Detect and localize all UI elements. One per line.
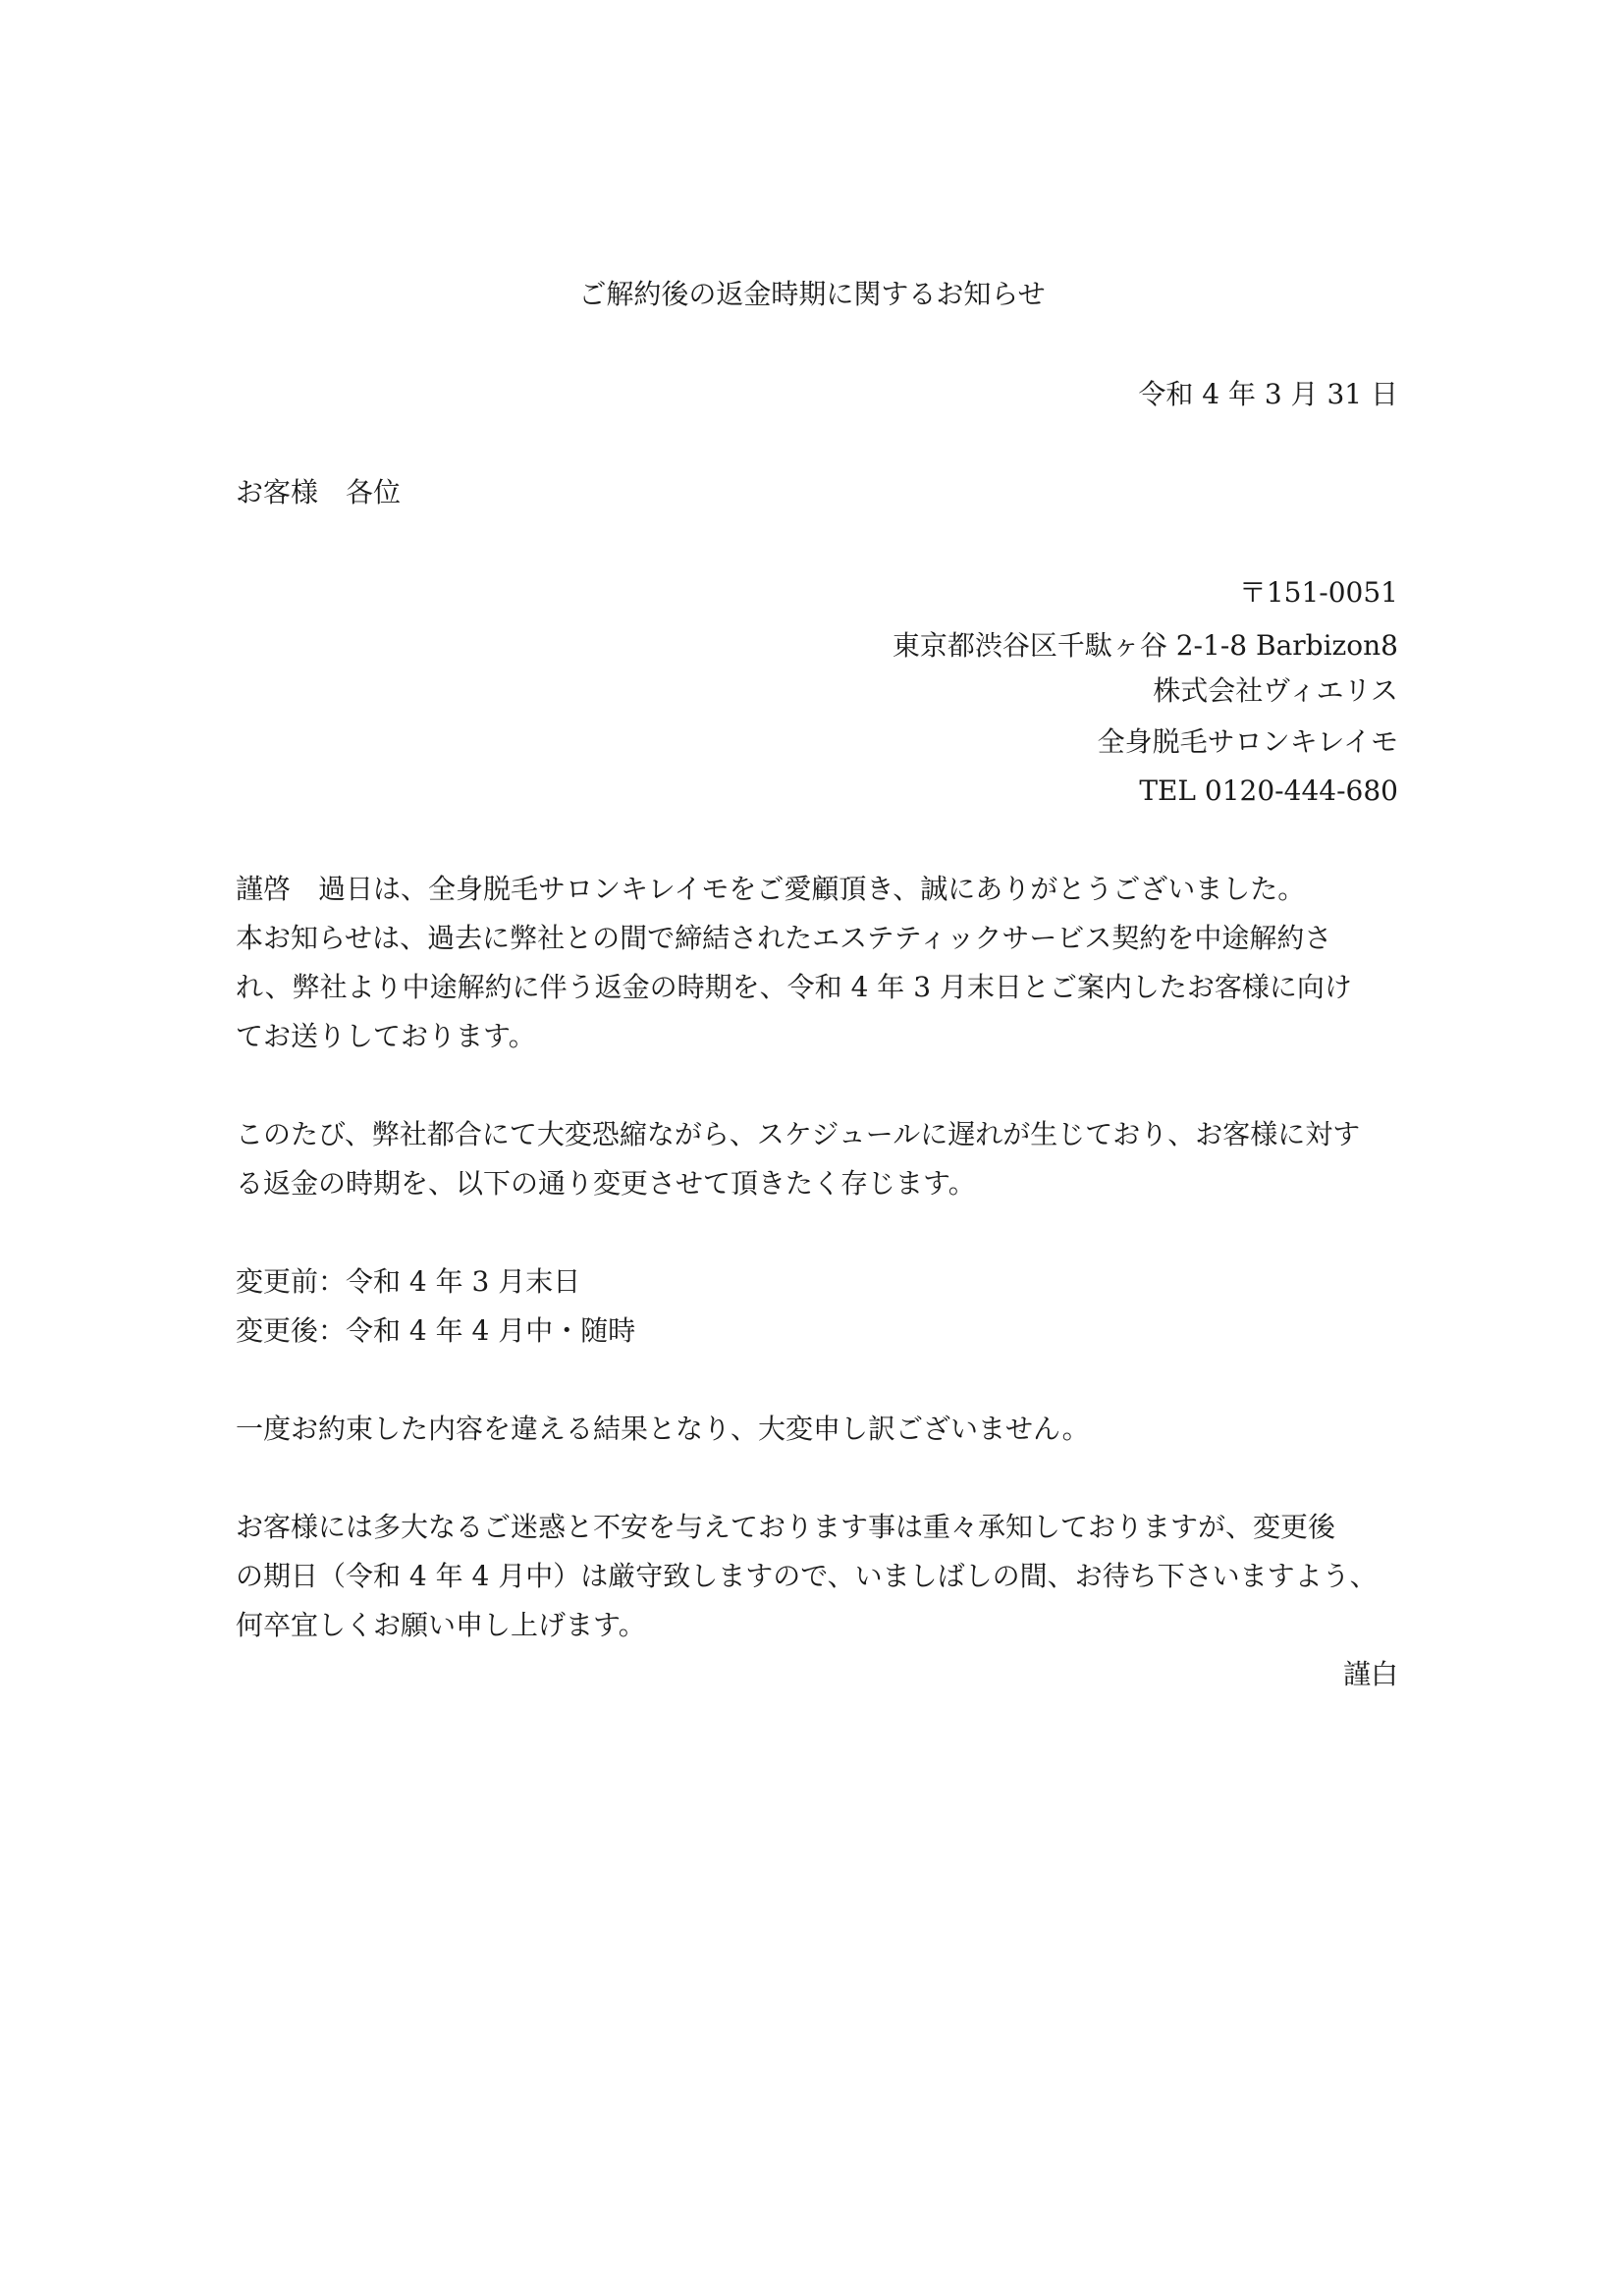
body-paragraph-2-line-2: る返金の時期を、以下の通り変更させて頂きたく存じます。 bbox=[236, 1167, 976, 1200]
letter-title: ご解約後の返金時期に関するお知らせ bbox=[578, 278, 1046, 310]
body-paragraph-4-line-3: 何卒宜しくお願い申し上げます。 bbox=[236, 1609, 646, 1641]
body-paragraph-1-line-4: てお送りしております。 bbox=[236, 1020, 536, 1052]
change-before: 変更前：令和 4 年 3 月末日 bbox=[236, 1265, 581, 1298]
change-after: 変更後：令和 4 年 4 月中・随時 bbox=[236, 1314, 636, 1347]
body-paragraph-1-line-3: れ、弊社より中途解約に伴う返金の時期を、令和 4 年 3 月末日とご案内したお客様に向け bbox=[236, 971, 1352, 1003]
sender-salon-name: 全身脱毛サロンキレイモ bbox=[1097, 725, 1398, 758]
sender-tel: TEL 0120-444-680 bbox=[1139, 774, 1398, 807]
sender-postal-code: 〒151-0051 bbox=[1238, 576, 1398, 609]
closing-word: 謹白 bbox=[1342, 1658, 1398, 1690]
body-paragraph-1-line-1: 謹啓 過日は、全身脱毛サロンキレイモをご愛顧頂き、誠にありがとうございました。 bbox=[236, 873, 1306, 905]
body-paragraph-4-line-1: お客様には多大なるご迷惑と不安を与えております事は重々承知しておりますが、変更後 bbox=[236, 1511, 1336, 1543]
sender-company: 株式会社ヴィエリス bbox=[1153, 674, 1398, 707]
sender-address: 東京都渋谷区千駄ヶ谷 2-1-8 Barbizon8 bbox=[892, 629, 1398, 662]
body-paragraph-1-line-2: 本お知らせは、過去に弊社との間で締結されたエステティックサービス契約を中途解約さ bbox=[236, 922, 1332, 954]
body-paragraph-4-line-2: の期日（令和 4 年 4 月中）は厳守致しますので、いましばしの間、お待ち下さいますよう、 bbox=[236, 1560, 1378, 1592]
letter-date: 令和 4 年 3 月 31 日 bbox=[1138, 378, 1398, 410]
body-paragraph-2-line-1: このたび、弊社都合にて大変恐縮ながら、スケジュールに遅れが生じており、お客様に対す bbox=[236, 1118, 1361, 1150]
body-paragraph-3: 一度お約束した内容を違える結果となり、大変申し訳ございません。 bbox=[236, 1413, 1090, 1445]
recipient: お客様 各位 bbox=[236, 476, 402, 508]
